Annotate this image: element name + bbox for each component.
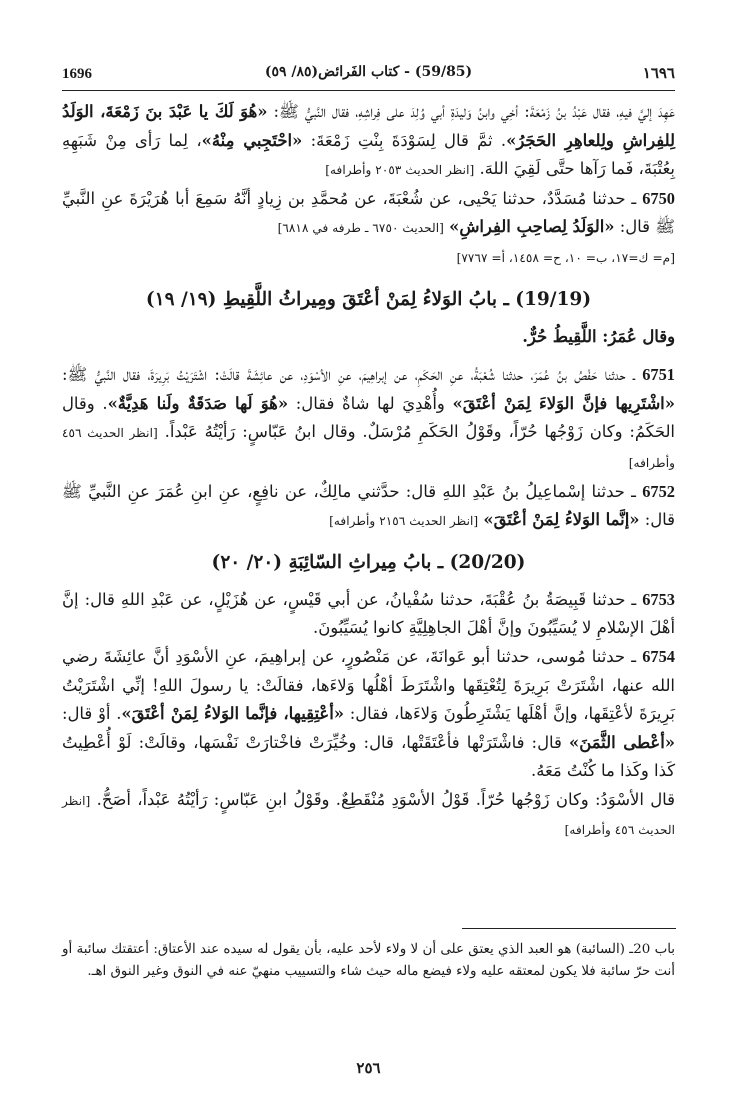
hadith-6750 (62, 185, 675, 273)
text-segment: ـ حدثنا مُسَدَّدٌ، حدثنا يَحْيى، عن شُعْبَةَ، عن مُحمَّدِ بن زِيادٍ أنَّهُ سَمِعَ أبا هُرَيْرَةَ عنِ النَّبيِّ ﷺ قال: (62, 188, 675, 237)
hadith-continuation (62, 98, 675, 185)
text-segment: ـ حدثنا حَفْصُ بنُ عُمَرَ، حدثنا شُعْبَةُ، عنِ الحَكَمِ، عن إبراهِيمَ، عنِ الأسْوَدِ، عن عائِشَةَ قالَتْ: اشْتَرَيْتُ بَرِيرَةَ، فقال النَّبيُّ ﷺ: (62, 365, 643, 385)
footnote-text: باب 20ـ (السائبة) هو العبد الذي يعتق على أن لا ولاء لأحد عليه، بأن يقول له سيده عند الأعتاق: أعتقتك سائبة أو أنت حرّ سائبة فلا يكون لمعتقه عليه ولاء فيضع ماله حيث شاء والتسييب منهيّ عنه في النوق وغير النوق اهـ. (62, 942, 676, 979)
prophet-quote: «أعْطى الثَّمَنَ» (568, 732, 675, 752)
text-segment: ، لِما رَأى مِنْ شَبَهِهِ بِعُتْبَةَ، فَما رَآها حتَّى لَقِيَ اللهَ. (62, 130, 675, 179)
page-number-footer: ٢٥٦ (356, 1059, 381, 1077)
cross-reference: [انظر الحديث ٢٠٥٣ وأطرافه] (325, 163, 475, 178)
hadith-6754 (62, 643, 675, 786)
hadith-number: 6754 (642, 646, 675, 666)
cross-reference: [انظر الحديث ٤٥٦ وأطرافه] (62, 426, 675, 470)
page-number-latin: 1696 (62, 66, 92, 82)
running-title: (59/85) - كتاب الفَرائض(٨٥/ ٥٩) (264, 64, 473, 80)
text-segment: وأُهْدِيَ لها شاةٌ فقال: (288, 393, 453, 413)
prophet-quote: «أعْتِقِيها، فإنَّما الوَلاءُ لِمَنْ أعْتَقَ» (121, 704, 344, 724)
prophet-quote: «احْتَجِبي مِنْهُ» (201, 130, 303, 150)
text-segment: . وقال الحَكَمُ: وكان زَوْجُها حُرّاً، وقَوْلُ الحَكَمِ مُرْسَلٌ. وقال ابنُ عَبّاسٍ: رَأيْتُهُ عَبْداً. (62, 393, 675, 442)
text-segment: قال الأسْوَدُ: وكان زَوْجُها حُرّاً. قَوْلُ الأسْوَدِ مُنْقَطِعٌ. وقَوْلُ ابنِ عَبّاسٍ: رَأيْتُهُ عَبْداً، أصَحُّ. (96, 789, 675, 809)
chapter-subtitle: وقال عُمَرُ: اللَّقِيطُ حُرٌّ. (522, 326, 675, 346)
hadith-6753 (62, 586, 675, 643)
prophet-quote: «هُوَ لَها صَدَقَةٌ ولَنا هَدِيَّةٌ» (107, 393, 289, 413)
page-number-arabic: ١٦٩٦ (642, 64, 675, 82)
prophet-quote: «الوَلَدُ لِصاحِبِ الفِراشِ» (449, 217, 615, 237)
hadith-number: 6751 (642, 365, 675, 385)
footnote (62, 939, 675, 983)
hadith-6751 (62, 361, 675, 477)
text-segment: ـ حدثنا مُوسى، حدثنا أبو عَوانَةَ، عن مَنْصُورٍ، عن إبراهِيمَ، عنِ الأسْوَدِ أنَّ عائِشَةَ رضي الله عنها، اشْتَرَتْ بَرِيرَةَ لِتُعْتِقَها واشْتَرَطَ أهْلُها وَلاءَها، فقالَتْ: يا رسولَ اللهِ! إنِّي اشْتَرَيْتُ بَرِيرَةَ لأعْتِقَها، وإنَّ أهْلَها يَشْتَرِطُونَ وَلاءَها، فقال: (62, 646, 675, 724)
text-segment: . أوْ قال: (62, 704, 122, 724)
text-segment: قال: فاشْتَرَتْها فأعْتَقَتْها، قال: وخُيِّرَتْ فاخْتارَتْ نَفْسَها، وقالَتْ: لَوْ أُعْطِيتُ كَذا وكَذا ما كُنْتُ مَعَهُ. (62, 732, 675, 781)
cross-reference: [انظر الحديث ٤٥٦ وأطرافه] (62, 793, 675, 838)
prophet-quote: «اشْتَرِيها فإنَّ الوَلاءَ لِمَنْ أعْتَقَ» (452, 393, 675, 413)
prophet-quote: «هُوَ لَكَ يا عَبْدَ بنَ زَمْعَةَ، الوَلَدُ لِلفِراشِ ولِلعاهِرِ الحَجَرُ» (62, 102, 675, 150)
cross-reference: [الحديث ٦٧٥٠ ـ طرفه في ٦٨١٨] (277, 221, 444, 236)
text-segment: ـ حدثنا قَبِيصَةُ بنُ عُقْبَةَ، حدثنا سُفْيانُ، عن أبي قَيْسٍ، عن هُزَيْلٍ، عن عَبْدِ اللهِ قال: إنَّ أهْلَ الإسْلامِ لا يُسَيِّبُونَ وإنَّ أهْلَ الجاهِلِيَّةِ كانوا يُسَيِّبُونَ. (62, 589, 675, 638)
text-segment: . ثمَّ قال لِسَوْدَةَ بِنْتِ زَمْعَةَ: (302, 130, 507, 150)
hadith-number: 6752 (642, 481, 675, 501)
hadith-6752 (62, 478, 675, 536)
hadith-number: 6750 (642, 188, 675, 208)
prophet-quote: «إنَّما الوَلاءُ لِمَنْ أعْتَقَ» (483, 510, 640, 530)
text-segment: ـ حدثنا إسْماعِيلُ بنُ عَبْدِ اللهِ قال: حدَّثني مالِكٌ، عن نافِعٍ، عنِ ابنِ عُمَرَ عنِ النَّبيِّ ﷺ قال: (62, 481, 675, 530)
chapter-heading-19: (19/19) ـ بابُ الوَلاءُ لِمَنْ أعْتَقَ ومِيراثُ اللَّقِيطِ (١٩/ ١٩) (145, 288, 592, 310)
footnote-divider (462, 928, 676, 929)
cross-reference-index: [م= ك=١٧، ب= ١٠، ح= ١٤٥٨، أ= ٧٧٦٧] (456, 250, 675, 265)
text-segment: عَهِدَ إليَّ فيهِ، فقال عَبْدُ بنُ زَمْعَةَ: أخِي وابنُ وَليدَةِ أبي وُلِدَ على فِراشِهِ، فقال النَّبيُّ ﷺ: (267, 102, 675, 121)
main-text (62, 98, 675, 845)
cross-reference: [انظر الحديث ٢١٥٦ وأطرافه] (329, 514, 479, 529)
hadith-6754-comment (62, 786, 675, 845)
hadith-number: 6753 (642, 589, 675, 609)
page-header (62, 62, 675, 91)
chapter-heading-20: (20/20) ـ بابُ مِيراثِ السّائِبَةِ (٢٠/ ٢٠) (211, 551, 526, 573)
